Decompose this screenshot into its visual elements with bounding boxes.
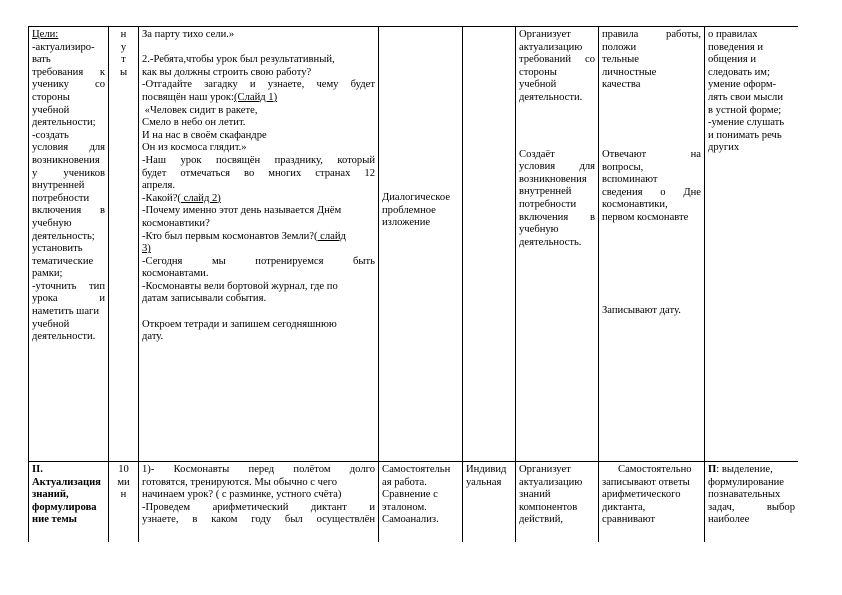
student-line: сведения о Дне xyxy=(602,186,701,198)
content-line: будет отмечаться во многих странах 12 xyxy=(142,167,375,179)
riddle-line: Он из космоса глядит.» xyxy=(142,142,247,154)
content-line: дату. xyxy=(142,331,164,343)
duration-char: н xyxy=(120,29,127,40)
slide-reference: слайд 2) xyxy=(180,192,221,204)
goal-line: тематические xyxy=(32,255,94,267)
outcome-line: формулирование xyxy=(708,476,784,488)
content-line: -Почему именно этот день называется Днём xyxy=(142,205,342,217)
method-line: Сравнение с xyxy=(382,489,438,501)
riddle-line: И на нас в своём скафандре xyxy=(142,129,267,141)
goal-line: требования к xyxy=(32,66,105,78)
goal-line: установить xyxy=(32,243,83,255)
content-text: -Какой?( xyxy=(142,192,181,204)
slide-reference: 3) xyxy=(142,243,151,255)
method-line: Самостоятельн xyxy=(382,464,451,475)
goal-line: внутренней xyxy=(32,180,85,192)
method-line: эталоном. xyxy=(382,501,427,513)
content-line: датам записывали события. xyxy=(142,293,267,305)
goal-line: у учеников xyxy=(32,167,105,179)
outcome-line: познавательных xyxy=(708,489,781,501)
student-line: тельные xyxy=(602,54,639,66)
duration-cell xyxy=(109,462,139,543)
goal-line: учебную xyxy=(32,217,72,229)
method-line: ая работа. xyxy=(382,476,427,488)
content-line: как вы должны строить свою работу? xyxy=(142,66,312,78)
content-line: космонавтики? xyxy=(142,217,210,229)
student-line: Самостоятельно xyxy=(618,464,692,475)
content-line: -Проведем арифметический диктант и xyxy=(142,501,375,513)
outcome-line: о правилах xyxy=(708,29,758,40)
content-line xyxy=(142,231,375,244)
stage-title-line: ние темы xyxy=(32,514,77,526)
content-line: космонавтами. xyxy=(142,268,209,280)
student-line: положи xyxy=(602,41,637,53)
teacher-line: актуализацию xyxy=(519,41,583,53)
goal-line: -создать xyxy=(32,129,69,141)
teacher-line: действий, xyxy=(519,514,564,526)
duration-char: 10 xyxy=(118,464,129,475)
goal-line: учебной xyxy=(32,318,70,330)
teacher-line: деятельности. xyxy=(519,91,583,103)
outcome-text: : выделение, xyxy=(716,464,773,475)
teacher-line: внутренней xyxy=(519,186,572,198)
content-text: посвящён наш урок: xyxy=(142,91,235,103)
stage-title-line: знаний, xyxy=(32,489,69,501)
method-line: Диалогическое xyxy=(382,192,451,203)
lesson-plan-table xyxy=(28,26,798,542)
goal-line: ученику со xyxy=(32,79,105,91)
teacher-line: знаний xyxy=(519,489,551,501)
teacher-activity-cell xyxy=(516,462,599,543)
goal-line: учебной xyxy=(32,104,70,116)
student-activity-cell xyxy=(599,27,705,462)
student-line: правила работы, xyxy=(602,29,701,40)
content-line: апреля. xyxy=(142,180,176,192)
lesson-plan-sheet xyxy=(28,26,798,550)
form-line: уальная xyxy=(466,476,502,488)
riddle-line: Смело в небо он летит. xyxy=(142,117,246,129)
table-row xyxy=(29,27,799,462)
student-line: записывают ответы xyxy=(602,476,690,488)
form-cell xyxy=(463,27,516,462)
slide-reference: слайд xyxy=(317,230,346,242)
teacher-line: возникновения xyxy=(519,173,587,185)
student-line: качества xyxy=(602,79,641,91)
method-line: изложение xyxy=(382,217,431,229)
goal-line: вать xyxy=(32,54,51,66)
outcome-line: и понимать речь xyxy=(708,129,782,141)
content-line: узнаете, в каком году был осуществлён xyxy=(142,514,375,526)
student-line: первом космонавте xyxy=(602,211,689,223)
student-line: Отвечают на xyxy=(602,148,701,160)
outcome-line: других xyxy=(708,142,740,154)
teacher-line: компонентов xyxy=(519,501,578,513)
content-line: Откроем тетради и запишем сегодняшнюю xyxy=(142,318,337,330)
student-line: вопросы, xyxy=(602,161,644,173)
student-line: арифметического xyxy=(602,489,681,501)
method-cell xyxy=(379,27,463,462)
goal-line: деятельности; xyxy=(32,117,96,129)
lesson-content-cell xyxy=(139,462,379,543)
method-cell xyxy=(379,462,463,543)
duration-char: ы xyxy=(119,66,128,78)
outcome-line: задач, выбор xyxy=(708,501,795,513)
outcome-line: общения и xyxy=(708,54,757,66)
outcome-line: в устной форме; xyxy=(708,104,782,116)
content-line: 2.-Ребята,чтобы урок был результативный, xyxy=(142,54,335,66)
stage-title-line: формулирова xyxy=(32,501,97,513)
goal-line: возникновения xyxy=(32,154,100,166)
content-line xyxy=(142,92,375,105)
teacher-line: потребности xyxy=(519,198,577,210)
goal-line: деятельность; xyxy=(32,230,95,242)
goal-line: условия для xyxy=(32,142,105,154)
stage-title-cell xyxy=(29,462,109,543)
outcome-lead: П xyxy=(708,464,717,475)
stage-title-line: II. xyxy=(32,464,43,475)
goal-line: потребности xyxy=(32,192,90,204)
duration-char: ми xyxy=(117,476,130,488)
goal-line: урока и xyxy=(32,293,105,305)
riddle-line: «Человек сидит в ракете, xyxy=(142,104,258,116)
outcome-line: -умение слушать xyxy=(708,117,785,129)
student-line: космонавтики, xyxy=(602,199,668,211)
content-line: За парту тихо сели.» xyxy=(142,29,235,40)
outcome-line: лять свои мысли xyxy=(708,91,783,103)
outcome-line: наиболее xyxy=(708,514,750,526)
content-line: -Сегодня мы потренируемся быть xyxy=(142,255,375,267)
stage-goals-cell xyxy=(29,27,109,462)
teacher-line: Организует xyxy=(519,464,571,475)
lesson-content-cell xyxy=(139,27,379,462)
student-line: Записывают дату. xyxy=(602,304,681,316)
content-line: -Космонавты вели бортовой журнал, где по xyxy=(142,280,338,292)
student-line: диктанта, xyxy=(602,501,646,513)
outcome-line xyxy=(708,464,795,477)
content-text: -Кто был первым космонавтов Земли?( xyxy=(142,230,318,242)
teacher-line: требований со xyxy=(519,54,595,66)
outcome-line: умение оформ- xyxy=(708,79,777,91)
table-row xyxy=(29,462,799,543)
goal-line: наметить шаги xyxy=(32,306,100,318)
goal-line: включения в xyxy=(32,205,105,217)
student-line: вспоминают xyxy=(602,174,658,186)
goal-line: рамки; xyxy=(32,268,63,280)
duration-char: т xyxy=(121,54,126,66)
content-line: 1)- Космонавты перед полётом долго xyxy=(142,464,375,475)
student-line: сравнивают xyxy=(602,514,656,526)
teacher-activity-cell xyxy=(516,27,599,462)
outcome-line: следовать им; xyxy=(708,66,770,78)
teacher-line: условия для xyxy=(519,161,595,173)
outcome-line: поведения и xyxy=(708,41,764,53)
goal-line: -уточнить тип xyxy=(32,280,105,292)
method-line: Самоанализ. xyxy=(382,514,439,526)
method-line: проблемное xyxy=(382,204,436,216)
content-line: -Наш урок посвящён празднику, который xyxy=(142,154,375,166)
outcomes-cell xyxy=(705,462,799,543)
goal-line: -актуализиро- xyxy=(32,41,95,53)
goal-line: деятельности. xyxy=(32,331,96,343)
goals-heading: Цели: xyxy=(32,29,59,40)
content-line xyxy=(142,193,375,206)
student-line: личностные xyxy=(602,66,657,78)
teacher-line: актуализацию xyxy=(519,476,583,488)
slide-reference: (Слайд 1) xyxy=(234,91,278,103)
content-line: -Отгадайте загадку и узнаете, чему будет xyxy=(142,79,375,91)
duration-char: н xyxy=(120,489,127,501)
form-cell xyxy=(463,462,516,543)
teacher-line: Организует xyxy=(519,29,571,40)
teacher-line: включения в xyxy=(519,211,595,223)
outcomes-cell xyxy=(705,27,799,462)
teacher-line: учебной xyxy=(519,79,557,91)
teacher-line: учебную xyxy=(519,224,559,236)
stage-title-line: Актуализация xyxy=(32,476,101,488)
form-line: Индивид xyxy=(466,464,507,475)
content-line: готовятся, тренируются. Мы обычно с чего xyxy=(142,476,338,488)
duration-cell xyxy=(109,27,139,462)
goal-line: стороны xyxy=(32,91,70,103)
duration-char: у xyxy=(120,41,127,53)
student-activity-cell xyxy=(599,462,705,543)
teacher-line: стороны xyxy=(519,66,557,78)
teacher-line: Создаёт xyxy=(519,148,555,160)
content-line: начинаем урок? ( с разминке, устного счёта) xyxy=(142,489,342,501)
teacher-line: деятельность. xyxy=(519,236,582,248)
